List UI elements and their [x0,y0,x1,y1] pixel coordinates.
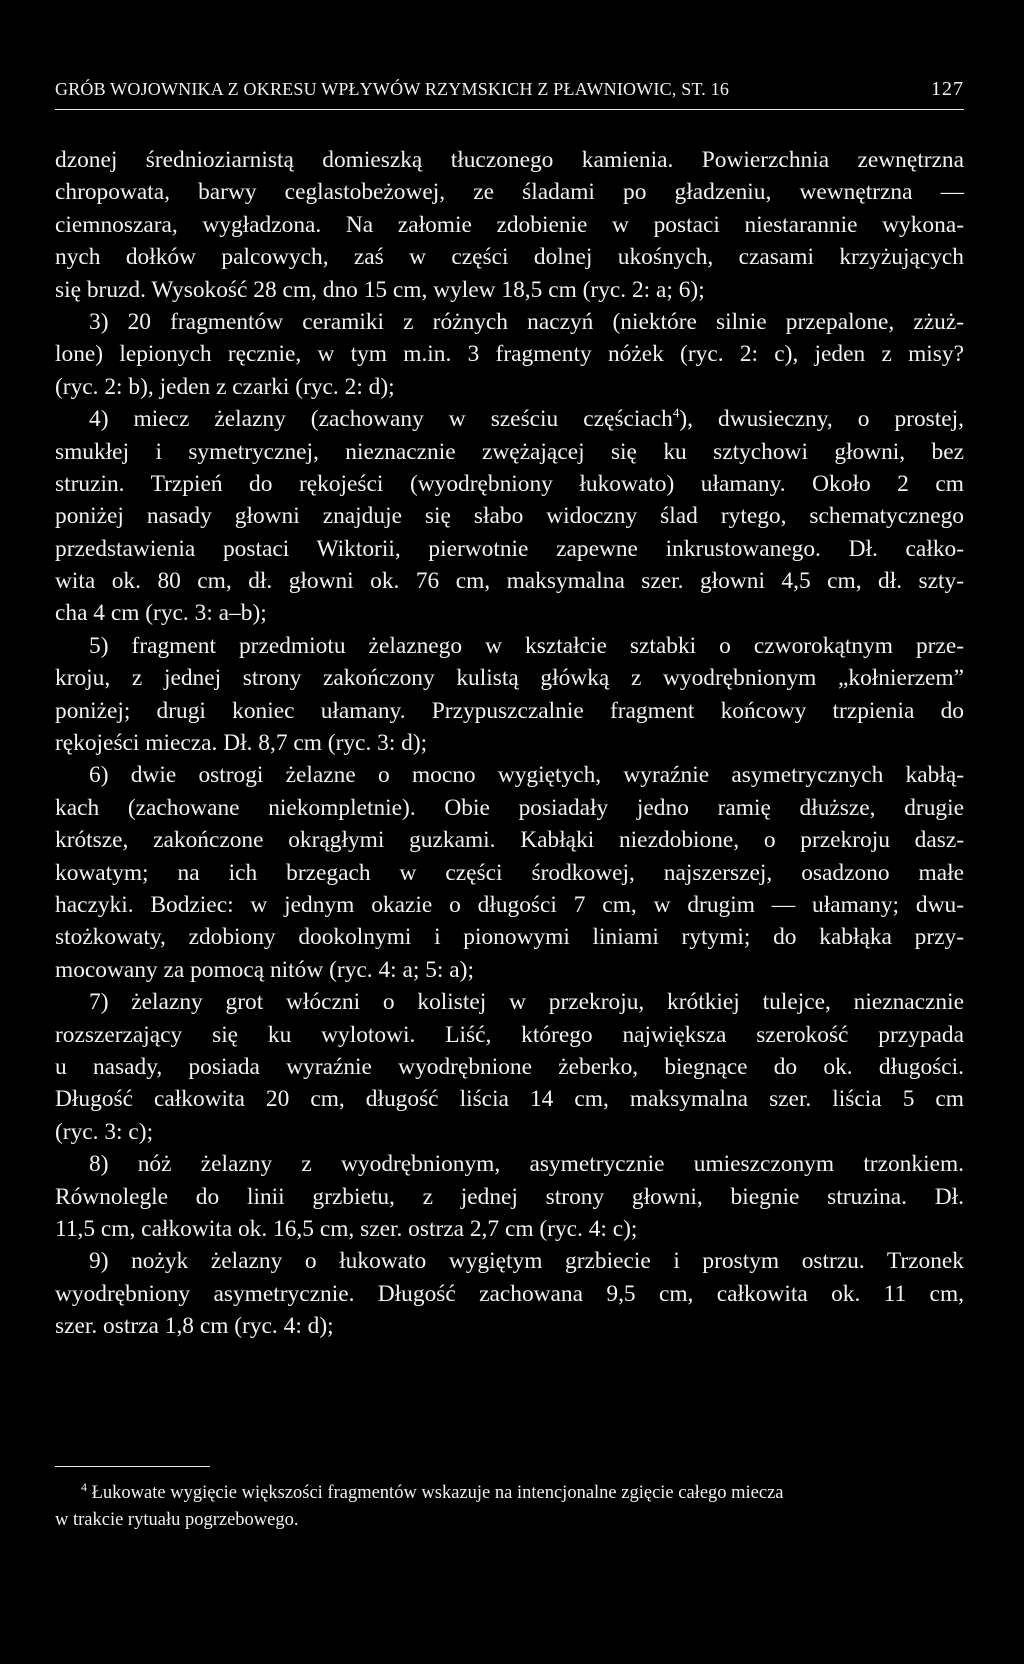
text-line: (ryc. 3: c); [55,1118,154,1145]
text-line: krótsze, zakończone okrągłymi guzkami. Kabłąki niezdobione, o przekroju dasz- [55,827,964,854]
text-line: struzin. Trzpień do rękojeści (wyodrębniony łukowato) ułamany. Około 2 cm [55,470,964,497]
footnote-line [55,1480,964,1507]
text-line: kroju, z jednej strony zakończony kulistą główką z wyodrębnionym „kołnierzem” [55,665,964,692]
text-line: cha 4 cm (ryc. 3: a–b); [55,600,267,627]
text-line: się bruzd. Wysokość 28 cm, dno 15 cm, wylew 18,5 cm (ryc. 2: a; 6); [55,276,705,303]
footnote-rule [55,1466,210,1467]
text-segment: 4) miecz żelazny (zachowany w sześciu częściach [89,406,673,433]
text-line: wita ok. 80 cm, dł. głowni ok. 76 cm, maksymalna szer. głowni 4,5 cm, dł. szty- [55,568,964,595]
text-line: rozszerzający się ku wylotowi. Liść, którego największa szerokość przypada [55,1021,964,1048]
text-line: wyodrębniony asymetrycznie. Długość zachowana 9,5 cm, całkowita ok. 11 cm, [55,1280,964,1307]
text-line: smukłej i symetrycznej, nieznacznie zwężającej się ku sztychowi głowni, bez [55,438,964,465]
text-line: 8) nóż żelazny z wyodrębnionym, asymetrycznie umieszczonym trzonkiem. [89,1151,964,1178]
text-line: haczyki. Bodziec: w jednym okazie o długości 7 cm, w drugim — ułamany; dwu- [55,891,964,918]
text-line: 3) 20 fragmentów ceramiki z różnych naczyń (niektóre silnie przepalone, zżuż- [89,308,964,335]
text-line: Równolegle do linii grzbietu, z jednej strony głowni, biegnie struzina. Dł. [55,1183,964,1210]
running-header [55,78,964,108]
page-number: 127 [931,78,964,100]
header-rule [55,109,964,110]
text-line: ciemnoszara, wygładzona. Na załomie zdobienie w postaci niestarannie wykona- [55,211,964,238]
text-line: (ryc. 2: b), jeden z czarki (ryc. 2: d); [55,373,395,400]
text-line: 11,5 cm, całkowita ok. 16,5 cm, szer. ostrza 2,7 cm (ryc. 4: c); [55,1215,638,1242]
text-line [55,403,964,435]
text-line: rękojeści miecza. Dł. 8,7 cm (ryc. 3: d); [55,730,428,757]
text-line: szer. ostrza 1,8 cm (ryc. 4: d); [55,1313,334,1340]
text-line: 5) fragment przedmiotu żelaznego w kształcie sztabki o czworokątnym prze- [89,632,964,659]
text-line: poniżej nasady głowni znajduje się słabo widoczny ślad rytego, schematycznego [55,503,964,530]
text-line: kach (zachowane niekompletnie). Obie posiadały jedno ramię dłuższe, drugie [55,794,964,821]
footnote-reference: 4 [672,405,680,421]
text-line: 9) nożyk żelazny o łukowato wygiętym grzbiecie i prostym ostrzu. Trzonek [89,1248,964,1275]
text-line: kowatym; na ich brzegach w części środkowej, najszerszej, osadzono małe [55,859,964,886]
text-line: chropowata, barwy ceglastobeżowej, ze śladami po gładzeniu, wewnętrzna — [55,179,964,206]
footnote [55,1480,964,1534]
text-line: lone) lepionych ręcznie, w tym m.in. 3 fragmenty nóżek (ryc. 2: c), jeden z misy? [55,341,964,368]
text-segment: ), dwusieczny, o prostej, [679,406,964,433]
text-line: 7) żelazny grot włóczni o kolistej w przekroju, krótkiej tulejce, nieznacznie [89,989,964,1016]
footnote-text: Łukowate wygięcie większości fragmentów wskazuje na intencjonalne zgięcie całego miecza [91,1483,784,1503]
text-line: nych dołków palcowych, zaś w części dolnej ukośnych, czasami krzyżujących [55,244,964,271]
footnote-line: w trakcie rytuału pogrzebowego. [55,1510,299,1530]
text-line: dzonej średnioziarnistą domieszką tłuczonego kamienia. Powierzchnia zewnętrzna [55,147,964,173]
text-line: Długość całkowita 20 cm, długość liścia 14 cm, maksymalna szer. liścia 5 cm [55,1086,964,1113]
text-line: u nasady, posiada wyraźnie wyodrębnione żeberko, biegnące do ok. długości. [55,1053,964,1080]
text-line: stożkowaty, zdobiony dookolnymi i pionowymi liniami rytymi; do kabłąka przy- [55,924,964,951]
header-title: GRÓB WOJOWNIKA Z OKRESU WPŁYWÓW RZYMSKICH Z PŁAWNIOWIC, ST. 16 [55,79,730,99]
text-line: mocowany za pomocą nitów (ryc. 4: a; 5: a); [55,956,474,983]
text-line: poniżej; drugi koniec ułamany. Przypuszczalnie fragment końcowy trzpienia do [55,697,964,724]
footnote-mark: 4 [81,1480,87,1494]
text-line: przedstawienia postaci Wiktorii, pierwotnie zapewne inkrustowanego. Dł. całko- [55,535,964,562]
text-line: 6) dwie ostrogi żelazne o mocno wygiętych, wyraźnie asymetrycznych kabłą- [89,762,964,789]
body-text [55,144,964,1342]
